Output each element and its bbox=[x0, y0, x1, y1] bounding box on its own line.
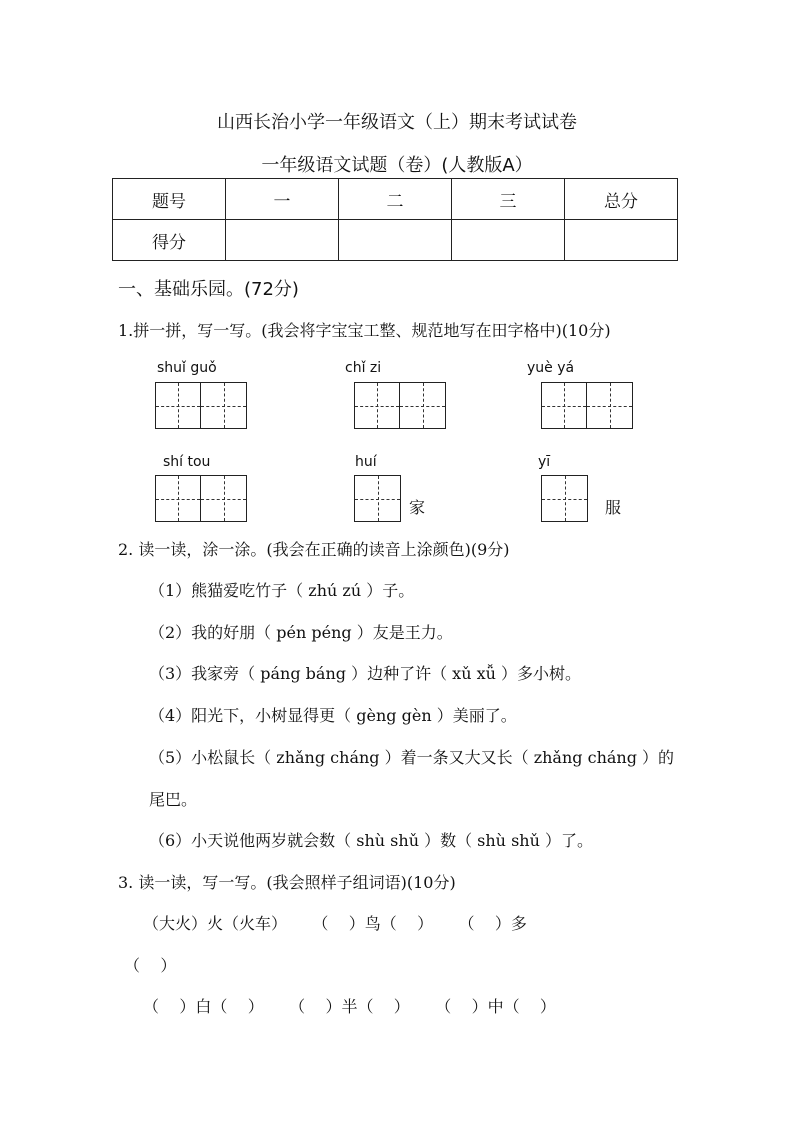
tianzige-grid[interactable] bbox=[155, 382, 247, 429]
score-table-score-row bbox=[113, 220, 678, 261]
question-2-item: （2）我的好朋（ pén péng ）友是王力。 bbox=[149, 623, 453, 642]
exam-title: 山西长治小学一年级语文（上）期末考试试卷 bbox=[217, 112, 577, 133]
score-input-cell[interactable] bbox=[452, 220, 565, 261]
pinyin-label: chǐ zi bbox=[345, 360, 382, 376]
score-cell: 一 bbox=[226, 179, 339, 220]
question-3-line: （ ）白（ ） （ ）半（ ） （ ）中（ ） bbox=[143, 997, 556, 1016]
score-table-header-row bbox=[113, 179, 678, 220]
question-2-item: （5）小松鼠长（ zhǎng cháng ）着一条又大又长（ zhǎng cháng ）的 bbox=[149, 748, 675, 767]
question-3-line: （大火）火（火车） （ ）鸟（ ） （ ）多 bbox=[143, 914, 527, 933]
question-1-text: 1.拼一拼，写一写。(我会将字宝宝工整、规范地写在田字格中)(10分) bbox=[118, 321, 611, 340]
score-cell: 得分 bbox=[113, 220, 226, 261]
tianzige-grid[interactable] bbox=[354, 382, 446, 429]
score-cell: 总分 bbox=[565, 179, 678, 220]
question-2-item: （4）阳光下，小树显得更（ gèng gèn ）美丽了。 bbox=[149, 706, 517, 725]
question-3-line: （ ） bbox=[124, 956, 177, 975]
exam-subtitle: 一年级语文试题（卷）(人教版A） bbox=[261, 155, 533, 176]
section-heading: 一、基础乐园。(72分) bbox=[118, 279, 299, 300]
pinyin-label: shuǐ guǒ bbox=[157, 360, 217, 376]
question-2-text: 2. 读一读，涂一涂。(我会在正确的读音上涂颜色)(9分) bbox=[118, 540, 510, 559]
score-input-cell[interactable] bbox=[226, 220, 339, 261]
score-cell: 二 bbox=[339, 179, 452, 220]
pinyin-label: yī bbox=[538, 454, 551, 470]
score-cell: 三 bbox=[452, 179, 565, 220]
question-2-item: （1）熊猫爱吃竹子（ zhú zú ）子。 bbox=[149, 581, 415, 600]
tianzige-grid[interactable] bbox=[541, 475, 588, 522]
pinyin-label: huí bbox=[355, 454, 377, 470]
score-input-cell[interactable] bbox=[339, 220, 452, 261]
score-cell: 题号 bbox=[113, 179, 226, 220]
tianzige-grid[interactable] bbox=[155, 475, 247, 522]
pinyin-label: yuè yá bbox=[527, 360, 575, 376]
score-input-cell[interactable] bbox=[565, 220, 678, 261]
tianzige-grid[interactable] bbox=[541, 382, 633, 429]
question-2-item: （6）小天说他两岁就会数（ shù shǔ ）数（ shù shǔ ）了。 bbox=[149, 831, 593, 850]
question-2-item: 尾巴。 bbox=[149, 790, 198, 809]
tianzige-grid[interactable] bbox=[354, 475, 401, 522]
grid-suffix-char: 家 bbox=[409, 498, 426, 517]
score-table bbox=[112, 178, 678, 261]
grid-suffix-char: 服 bbox=[605, 498, 622, 517]
question-3-text: 3. 读一读，写一写。(我会照样子组词语)(10分) bbox=[118, 873, 456, 892]
question-2-item: （3）我家旁（ páng báng ）边种了许（ xǔ xǚ ）多小树。 bbox=[149, 664, 582, 683]
pinyin-label: shí tou bbox=[163, 454, 211, 470]
